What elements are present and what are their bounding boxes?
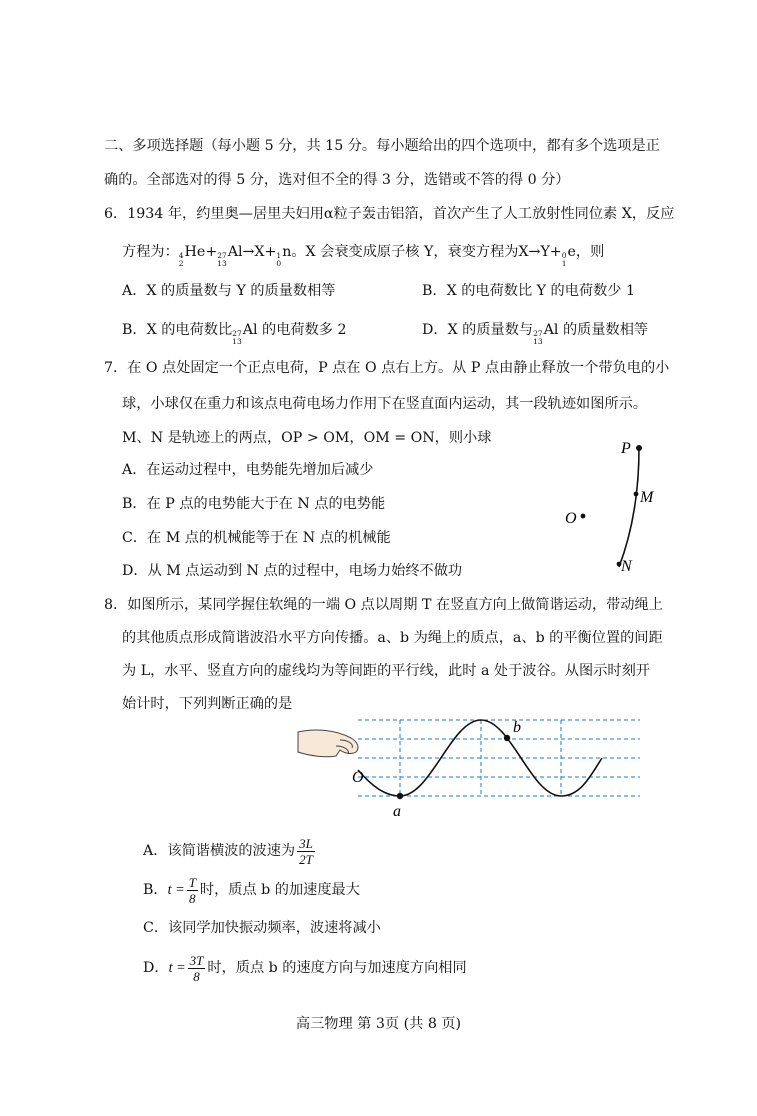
fraction-3t-8: $\frac{3T}{8}$ [189, 952, 204, 984]
fraction-t-8: $\frac{T}{8}$ [188, 874, 196, 906]
hand-icon [298, 730, 358, 757]
label-o: O [352, 769, 364, 786]
label-p: P [621, 440, 631, 457]
q7-option-d: D．从 M 点运动到 N 点的过程中，电场力始终不做功 [122, 563, 463, 579]
q8-option-c: C．该同学加快振动频率，波速将减小 [143, 920, 381, 936]
q8-stem-line4: 始计时，下列判断正确的是 [122, 696, 293, 712]
point-o [581, 514, 586, 519]
label-b: b [513, 719, 521, 736]
q6-equation-end: e，则 [567, 244, 605, 260]
q8-option-a: A．该简谐横波的波速为 $\frac{3L}{2T}$ [143, 835, 313, 867]
q6-option-b: B．X 的电荷数比 Y 的电荷数少 1 [422, 283, 636, 299]
q8-wave-figure [296, 710, 646, 825]
q6-stem-line2: 方程为： 4 2 He+ 27 13 Al→X+ 1 0 n。X 会衰变成原子核 Y，衰变方程为X→Y+ 0 1 e，则 [122, 244, 605, 268]
point-m [634, 492, 639, 497]
q6-option-a: A．X 的质量数与 Y 的质量数相等 [122, 283, 336, 299]
label-o: O [565, 510, 577, 527]
section-title-line1: 二、多项选择题（每小题 5 分，共 15 分。每小题给出的四个选项中，都有多个选项是正 [104, 138, 660, 154]
q7-option-a: A．在运动过程中，电势能先增加后减少 [122, 462, 374, 478]
q7-stem-line2: 球，小球仅在重力和该点电荷电场力作用下在竖直面内运动，其一段轨迹如图所示。 [122, 396, 647, 412]
q6-equation-suffix: 。X 会衰变成原子核 Y，衰变方程为X→Y+ [291, 244, 562, 260]
q8-stem-line2: 的其他质点形成简谐波沿水平方向传播。a、b 为绳上的质点，a、b 的平衡位置的间距 [122, 630, 663, 646]
section-title-line2: 确的。全部选对的得 5 分，选对但不全的得 3 分，选错或不答的得 0 分） [104, 172, 570, 188]
q6-option-d: D．X 的质量数与 27 13 Al 的质量数相等 [422, 322, 649, 346]
q7-stem-line3: M、N 是轨迹上的两点，OP > OM，OM = ON，则小球 [122, 430, 492, 446]
q6-option-c: B．X 的电荷数比 27 13 Al 的电荷数多 2 [122, 322, 347, 346]
q7-option-b: B．在 P 点的电势能大于在 N 点的电势能 [122, 496, 386, 512]
q8-option-d: D．t = $\frac{3T}{8}$ 时，质点 b 的速度方向与加速度方向相同 [143, 952, 467, 984]
label-a: a [393, 803, 401, 820]
label-m: M [640, 489, 654, 506]
q8-stem-line3: 为 L，水平、竖直方向的虚线均为等间距的平行线，此时 a 处于波谷。从图示时刻开 [122, 663, 650, 679]
point-p [636, 445, 642, 451]
fraction-3l-2t: $\frac{3L}{2T}$ [299, 835, 313, 867]
q7-stem-line1: 7．在 O 点处固定一个正点电荷，P 点在 O 点右上方。从 P 点由静止释放一个带负电的小 [104, 360, 670, 376]
he-nuclide-scripts: 4 2 [178, 251, 184, 268]
q7-option-c: C．在 M 点的机械能等于在 N 点的机械能 [122, 530, 391, 546]
q8-option-b: B．t = $\frac{T}{8}$ 时，质点 b 的加速度最大 [143, 874, 360, 906]
q7-trajectory-figure [555, 435, 665, 580]
trajectory-curve [619, 448, 639, 567]
point-a [397, 793, 403, 799]
label-n: N [621, 558, 632, 575]
q6-stem-line1: 6．1934 年，约里奥—居里夫妇用α粒子轰击铝箔，首次产生了人工放射性同位素 X，反应 [104, 206, 675, 222]
q8-stem-line1: 8．如图所示，某同学握住软绳的一端 O 点以周期 T 在竖直方向上做简谐运动，带动绳上 [104, 597, 663, 613]
q6-equation-prefix: 方程为： [122, 244, 179, 260]
point-b [504, 735, 510, 741]
page-footer: 高三物理 第 3页 (共 8 页) [295, 1016, 462, 1032]
